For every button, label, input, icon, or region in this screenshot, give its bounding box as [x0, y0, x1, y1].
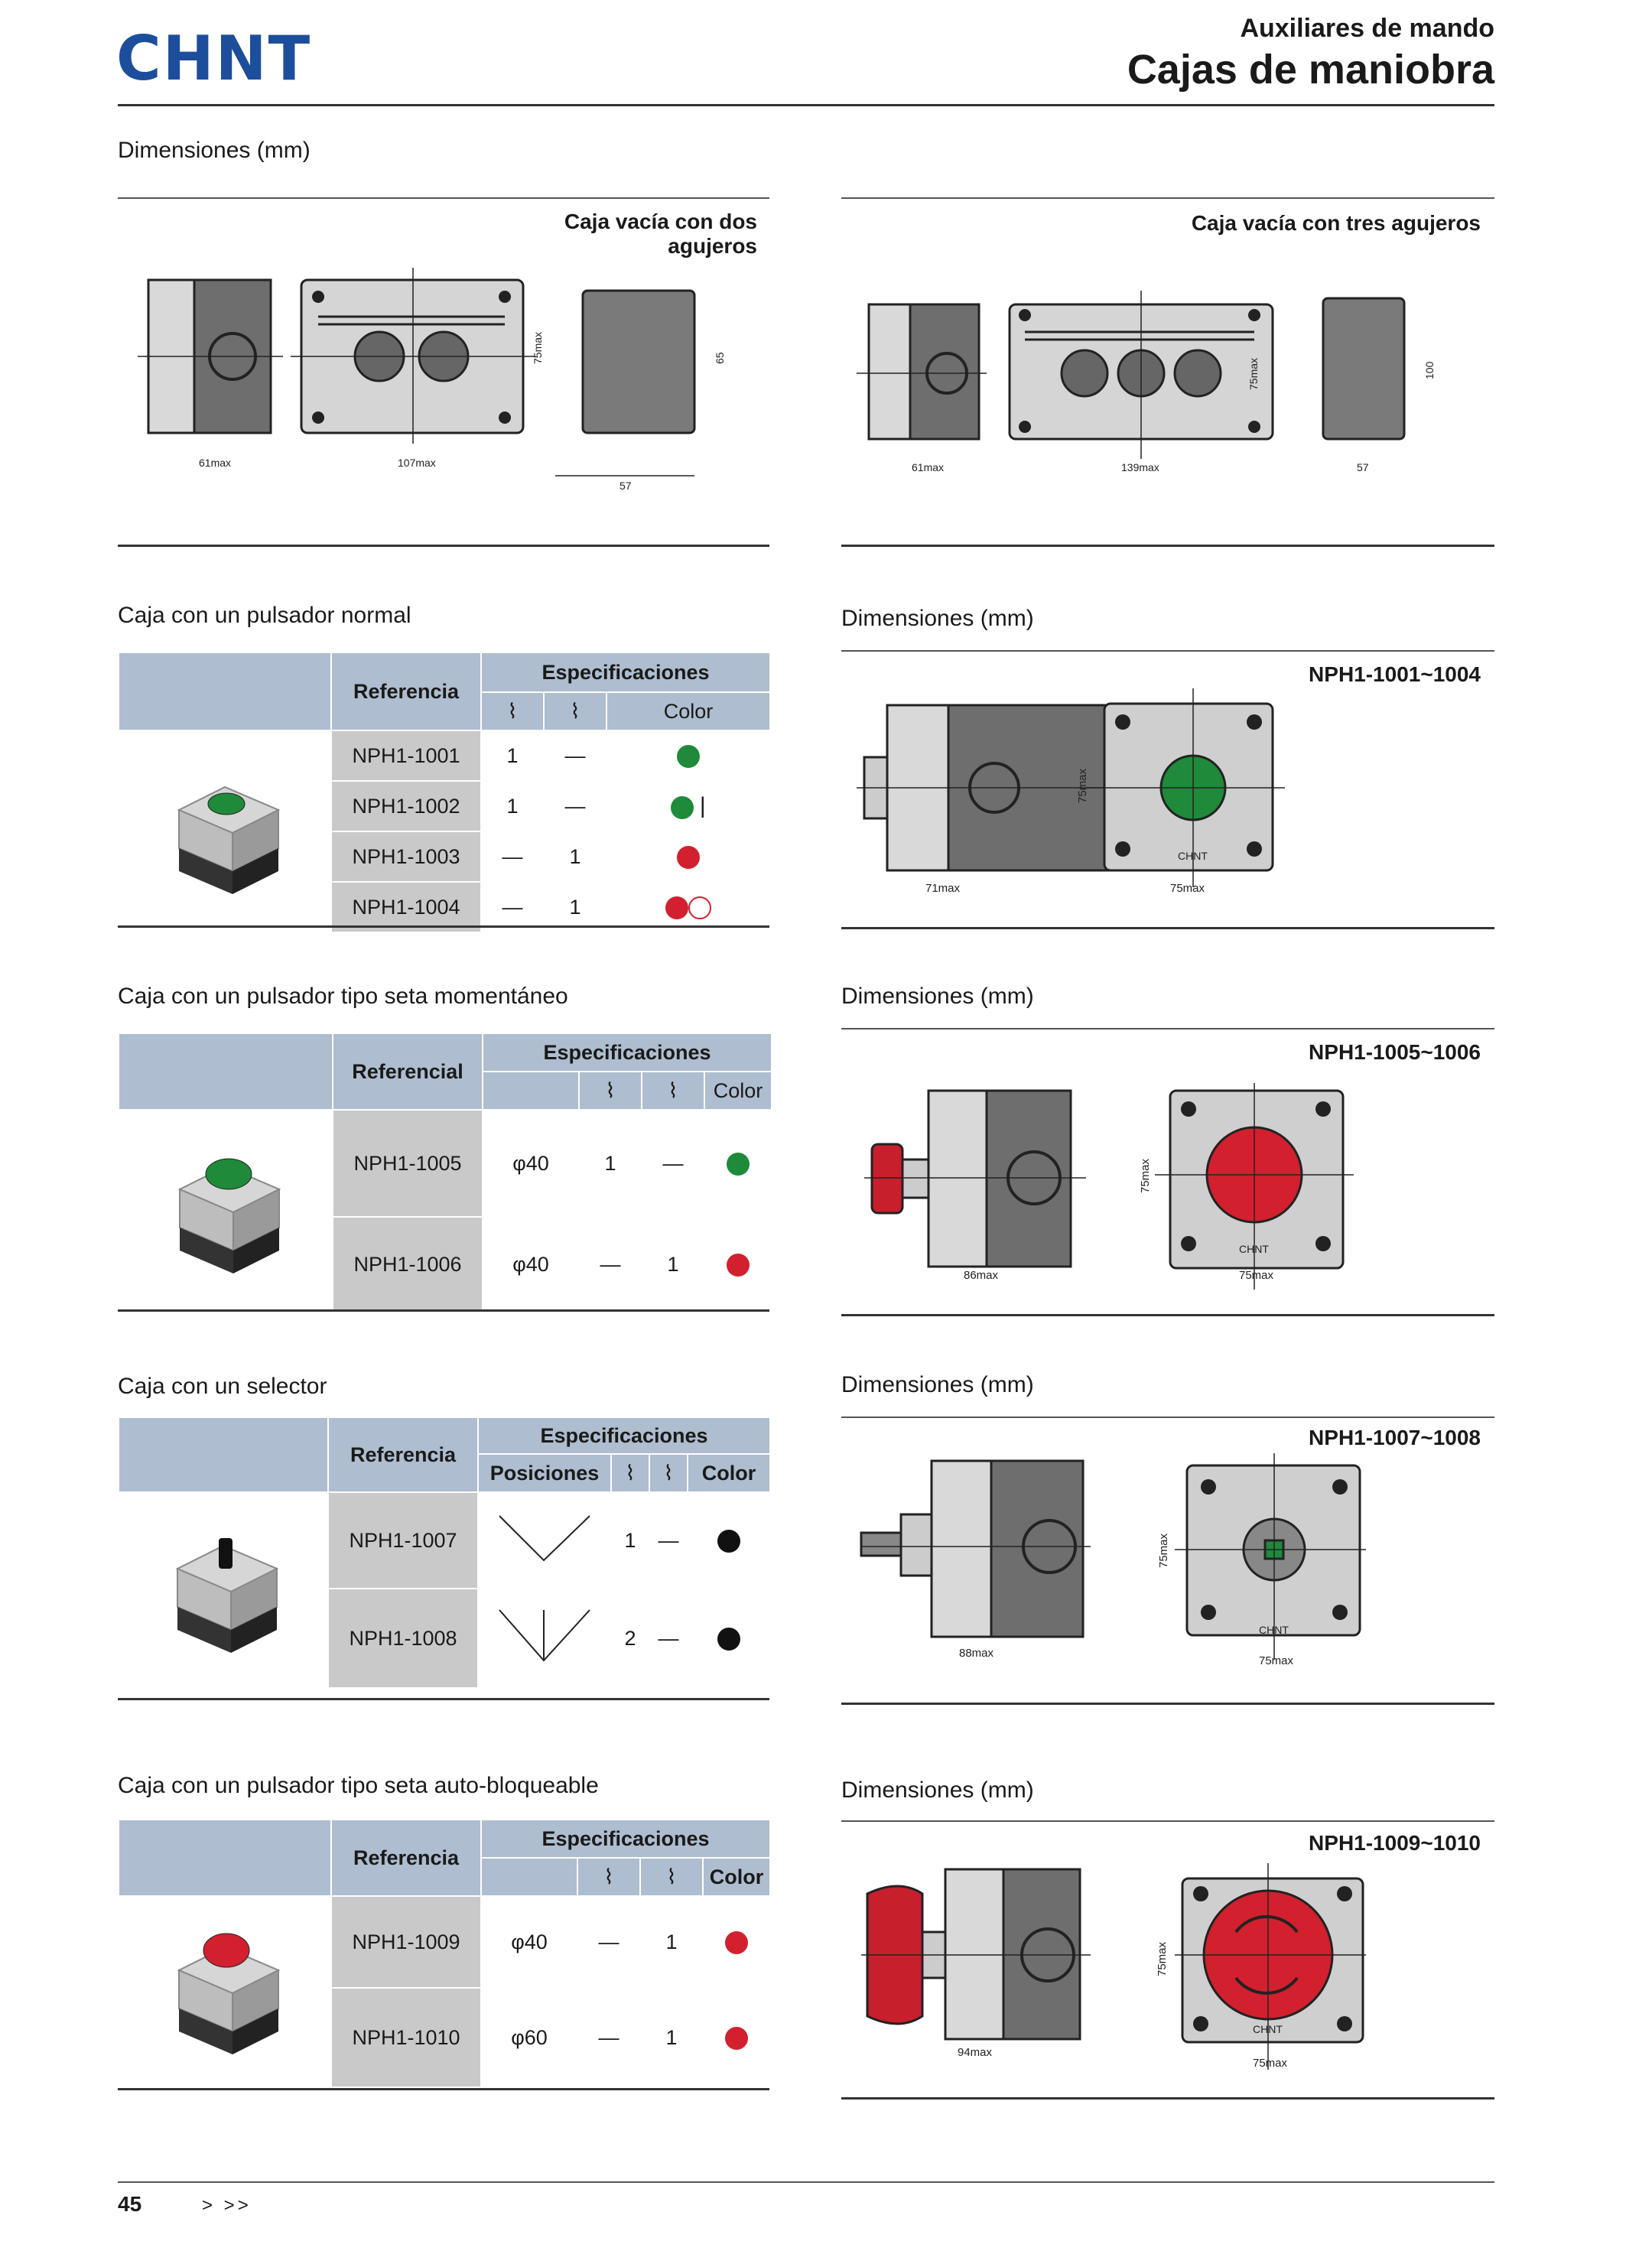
svg-text:86max: 86max	[964, 1269, 999, 1282]
section4-model-range: NPH1-1009~1010	[1309, 1831, 1481, 1855]
svg-text:75max: 75max	[1156, 1941, 1169, 1976]
no-contact-icon: ⌇	[611, 1454, 649, 1492]
section2-table-rule	[118, 1309, 769, 1312]
section1-dim-bottom-rule	[841, 927, 1494, 929]
table-row-ref: NPH1-1002	[331, 781, 481, 831]
section1-dimension-drawing	[857, 688, 1285, 910]
svg-text:71max: 71max	[925, 882, 961, 895]
svg-text:65: 65	[714, 352, 726, 364]
page-number: 45	[118, 2192, 142, 2216]
svg-text:75max: 75max	[1239, 1269, 1274, 1282]
svg-text:CHNT: CHNT	[1178, 850, 1208, 862]
table-row-ref: NPH1-1009	[331, 1896, 481, 1988]
svg-text:100: 100	[1423, 361, 1436, 379]
section4-spec-table: Referencia Especificaciones ⌇ ⌇ Color NPH1-1009 φ40 — 1 NPH1-1010 φ60 — 1	[118, 1819, 771, 2088]
color-dot	[665, 896, 688, 919]
section2-title: Caja con un pulsador tipo seta momentáneo	[118, 984, 568, 1009]
table-row-ref: NPH1-1001	[331, 730, 481, 781]
color-dot	[717, 1628, 740, 1651]
table-row-ref: NPH1-1008	[328, 1589, 478, 1688]
chint-logo: CHNT	[116, 23, 312, 94]
svg-text:75max: 75max	[1170, 882, 1205, 895]
section3-dim-rule	[841, 1416, 1494, 1418]
product-photo-pushbutton	[119, 730, 331, 932]
section1-model-range: NPH1-1001~1004	[1309, 662, 1481, 686]
section2-dim-label: Dimensiones (mm)	[841, 984, 1034, 1009]
top-right-caption: Caja vacía con tres agujeros	[1191, 211, 1481, 235]
svg-text:57: 57	[620, 480, 632, 492]
svg-text:75max: 75max	[1076, 768, 1089, 803]
footer-rule	[118, 2181, 1494, 2183]
table-row-ref: NPH1-1007	[328, 1492, 478, 1589]
product-photo-mushroom-red	[119, 1896, 331, 2087]
table-row-ref: NPH1-1010	[331, 1988, 481, 2087]
section1-title: Caja con un pulsador normal	[118, 603, 411, 628]
two-hole-box-drawing	[138, 260, 750, 505]
product-photo-mushroom-green	[119, 1110, 333, 1312]
section1-spec-table: Referencia Especificaciones ⌇ ⌇ Color NPH1-1001 1 — NPH1-1002 1 — | NPH1-1003 — 1 NPH1-1004 — 1	[118, 652, 771, 933]
top-left-bottom-rule	[118, 545, 769, 547]
color-dot	[725, 2027, 748, 2050]
svg-text:CHNT: CHNT	[1239, 1243, 1269, 1255]
spec-header: Especificaciones	[481, 652, 770, 692]
section3-spec-table: Referencia Especificaciones Posiciones ⌇ ⌇ Color NPH1-1007 1 — NPH1-1008 2 —	[118, 1416, 771, 1689]
svg-text:139max: 139max	[1121, 461, 1159, 473]
ref-header: Referencia	[331, 652, 481, 730]
header-subtitle: Auxiliares de mando	[1240, 14, 1494, 43]
section3-table-rule	[118, 1698, 769, 1700]
section4-dimension-drawing	[861, 1863, 1366, 2077]
svg-text:94max: 94max	[958, 2046, 993, 2059]
section4-dim-bottom-rule	[841, 2097, 1494, 2100]
no-contact-icon: ⌇	[579, 1072, 642, 1110]
no-contact-icon: ⌇	[481, 692, 544, 730]
svg-text:CHNT: CHNT	[1259, 1624, 1289, 1636]
page-title: Cajas de maniobra	[1127, 47, 1494, 93]
selector-positions-icon	[478, 1492, 611, 1589]
svg-text:75max: 75max	[1259, 1654, 1294, 1667]
product-photo-selector	[119, 1492, 328, 1688]
section2-spec-table: Referencial Especificaciones ⌇ ⌇ Color NPH1-1005 φ40 1 — NPH1-1006 φ40 — 1	[118, 1033, 772, 1312]
svg-text:75max: 75max	[532, 331, 544, 364]
section4-dim-label: Dimensiones (mm)	[841, 1778, 1034, 1803]
nc-contact-icon: ⌇	[642, 1072, 704, 1110]
section1-dim-rule	[841, 650, 1494, 652]
color-header: Color	[606, 692, 770, 730]
top-left-rule	[118, 197, 769, 199]
top-left-caption: Caja vacía con dos agujeros	[564, 210, 757, 258]
footer-arrows: > >>	[202, 2195, 252, 2216]
section1-dim-label: Dimensiones (mm)	[841, 606, 1034, 631]
section4-table-rule	[118, 2088, 769, 2090]
three-hole-box-drawing	[857, 283, 1468, 497]
svg-text:75max: 75max	[1157, 1533, 1170, 1568]
color-dot	[727, 1254, 750, 1277]
section3-dim-bottom-rule	[841, 1703, 1494, 1705]
nc-contact-icon: ⌇	[649, 1454, 688, 1492]
no-contact-icon: ⌇	[577, 1858, 640, 1896]
svg-text:CHNT: CHNT	[1253, 2023, 1283, 2035]
svg-text:75max: 75max	[1139, 1158, 1152, 1193]
section4-dim-rule	[841, 1820, 1494, 1822]
color-dot	[677, 846, 700, 869]
table-row-ref: NPH1-1003	[331, 831, 481, 882]
color-dot	[688, 896, 711, 919]
top-right-rule	[841, 197, 1494, 199]
svg-text:88max: 88max	[959, 1647, 994, 1660]
section2-dim-bottom-rule	[841, 1314, 1494, 1316]
section3-title: Caja con un selector	[118, 1374, 327, 1399]
svg-text:61max: 61max	[912, 461, 945, 473]
color-dot	[677, 745, 700, 768]
section3-model-range: NPH1-1007~1008	[1309, 1426, 1481, 1449]
svg-text:75max: 75max	[1247, 357, 1260, 390]
table-row-ref: NPH1-1006	[333, 1217, 483, 1312]
color-dot	[727, 1153, 750, 1176]
color-dot	[725, 1931, 748, 1954]
section2-dimension-drawing	[864, 1083, 1354, 1297]
color-dot	[671, 796, 694, 819]
header-rule	[118, 104, 1494, 106]
table-row-ref: NPH1-1005	[333, 1110, 483, 1217]
top-section-label: Dimensiones (mm)	[118, 138, 311, 163]
section2-dim-rule	[841, 1028, 1494, 1029]
svg-text:61max: 61max	[199, 457, 232, 469]
section3-dim-label: Dimensiones (mm)	[841, 1372, 1034, 1397]
svg-text:57: 57	[1357, 461, 1369, 473]
nc-contact-icon: ⌇	[544, 692, 606, 730]
section2-model-range: NPH1-1005~1006	[1309, 1040, 1481, 1064]
svg-text:107max: 107max	[398, 457, 436, 469]
color-dot	[717, 1530, 740, 1553]
svg-text:75max: 75max	[1253, 2057, 1288, 2070]
table-row-ref: NPH1-1004	[331, 882, 481, 932]
selector-positions-icon	[478, 1589, 611, 1688]
top-right-bottom-rule	[841, 545, 1494, 547]
section3-dimension-drawing	[861, 1453, 1366, 1675]
section4-title: Caja con un pulsador tipo seta auto-bloqueable	[118, 1773, 599, 1798]
nc-contact-icon: ⌇	[640, 1858, 703, 1896]
section1-table-rule	[118, 925, 769, 928]
